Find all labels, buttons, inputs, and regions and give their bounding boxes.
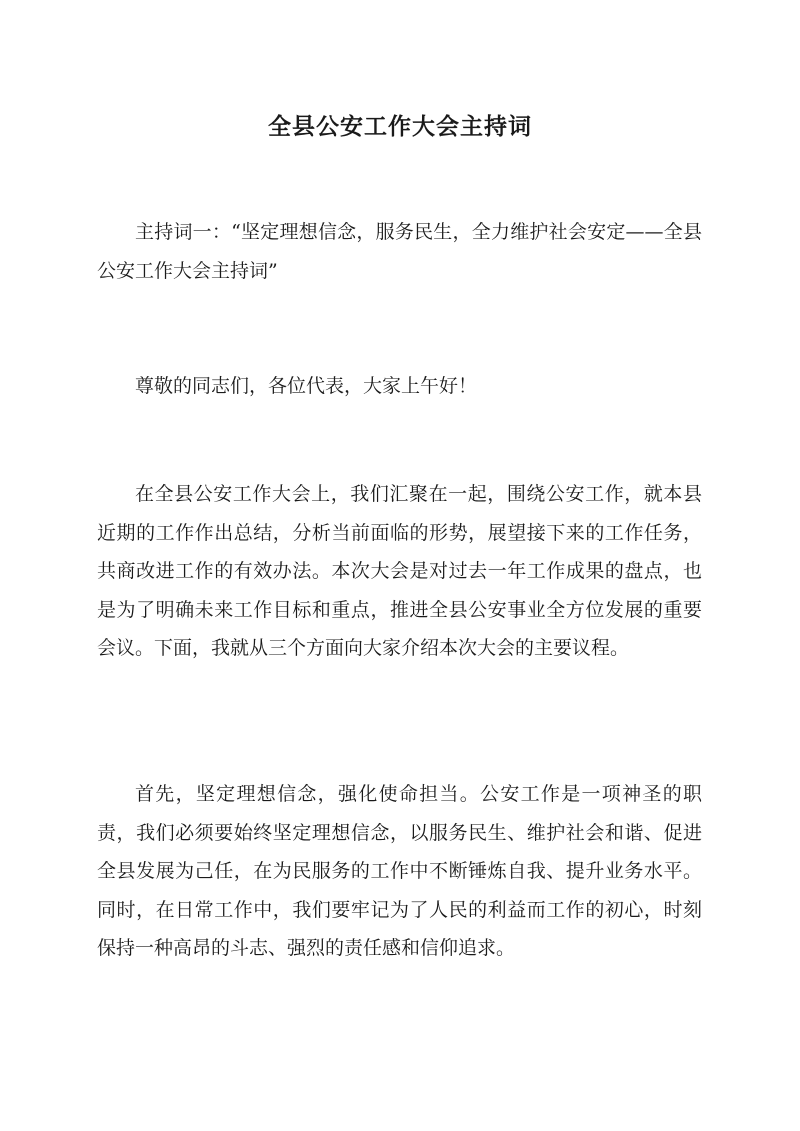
body-paragraph-first-point: 首先，坚定理想信念，强化使命担当。公安工作是一项神圣的职责，我们必须要始终坚定理想信念，以服务民生、维护社会和谐、促进全县发展为己任，在为民服务的工作中不断锤炼自我、提升业务水平。同时，在日常工作中，我们要牢记为了人民的利益而工作的初心，时刻保持一种高昂的斗志、强烈的责任感和信仰追求。 xyxy=(97,783,702,960)
body-paragraph-agenda: 在全县公安工作大会上，我们汇聚在一起，围绕公安工作，就本县近期的工作作出总结，分析当前面临的形势，展望接下来的工作任务，共商改进工作的有效办法。本次大会是对过去一年工作成果的盘点，也是为了明确未来工作目标和重点，推进全县公安事业全方位发展的重要会议。下面，我就从三个方面向大家介绍本次大会的主要议程。 xyxy=(97,483,702,660)
intro-paragraph: 主持词一：“坚定理想信念，服务民生，全力维护社会安定——全县公安工作大会主持词” xyxy=(97,221,702,282)
page-title: 全县公安工作大会主持词 xyxy=(268,113,532,141)
greeting-paragraph: 尊敬的同志们，各位代表，大家上午好！ xyxy=(135,375,478,397)
